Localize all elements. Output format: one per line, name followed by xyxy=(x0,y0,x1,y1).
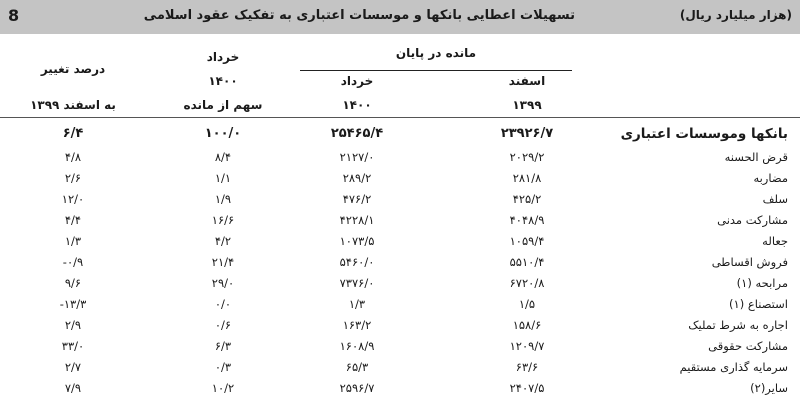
cell-esfand-1399: ۱۵۸/۶ xyxy=(512,318,542,332)
cell-share: ۱/۱ xyxy=(214,171,232,185)
cell-share: ۴/۲ xyxy=(214,234,232,248)
table-row xyxy=(0,234,800,255)
cell-share: ۱۰/۲ xyxy=(211,381,235,395)
khordad-1400-header-month: خرداد xyxy=(340,74,374,88)
cell-esfand-1399: ۱/۵ xyxy=(518,297,536,311)
cell-share: ۰/۶ xyxy=(214,318,232,332)
cell-share: ۰/۰ xyxy=(214,297,232,311)
cell-share: ۲۱/۴ xyxy=(211,255,235,269)
change-header-label: درصد تغییر xyxy=(40,62,106,76)
esfand-1399-header-year: ۱۳۹۹ xyxy=(512,98,542,112)
cell-khordad-1400: ۵۴۶۰/۰ xyxy=(339,255,375,269)
table-row xyxy=(0,318,800,339)
share-header-label: سهم از مانده xyxy=(183,98,263,112)
cell-change: ۲/۷ xyxy=(64,360,82,374)
cell-khordad-1400: ۴۲۲۸/۱ xyxy=(339,213,375,227)
cell-share: ۸/۴ xyxy=(214,150,232,164)
cell-esfand-1399: ۴۰۴۸/۹ xyxy=(509,213,545,227)
table-row xyxy=(0,255,800,276)
page-number: 8 xyxy=(8,6,20,25)
row-label: مشارکت مدنی xyxy=(717,213,788,227)
khordad-1400-header-year: ۱۴۰۰ xyxy=(342,98,372,112)
table-row xyxy=(0,360,800,381)
cell-change: ۳۳/۰ xyxy=(61,339,85,353)
cell-khordad-1400: ۱۰۷۳/۵ xyxy=(339,234,375,248)
table-row xyxy=(0,171,800,192)
cell-khordad-1400: ۲۵۹۶/۷ xyxy=(339,381,375,395)
cell-esfand-1399: ۲۸۱/۸ xyxy=(512,171,542,185)
row-label: قرض الحسنه xyxy=(724,150,788,164)
row-label: مرابحه (۱) xyxy=(736,276,788,290)
group-underline xyxy=(300,70,572,71)
row-label: مضاربه xyxy=(753,171,788,185)
share-header-month: خرداد xyxy=(206,50,240,64)
change-header-base: به اسفند ۱۳۹۹ xyxy=(30,98,116,112)
cell-khordad-1400: ۲۵۴۶۵/۴ xyxy=(330,126,384,141)
cell-change: ۷/۹ xyxy=(64,381,82,395)
cell-share: ۱/۹ xyxy=(214,192,232,206)
cell-khordad-1400: ۶۵/۳ xyxy=(345,360,369,374)
table-row xyxy=(0,192,800,213)
row-label: مشارکت حقوقی xyxy=(708,339,788,353)
cell-change: ۱۲/۰ xyxy=(61,192,85,206)
table-row xyxy=(0,150,800,171)
cell-esfand-1399: ۵۵۱۰/۴ xyxy=(509,255,545,269)
table-row xyxy=(0,213,800,234)
cell-khordad-1400: ۱/۳ xyxy=(348,297,366,311)
cell-change: ۱/۳ xyxy=(64,234,82,248)
cell-change: ۴/۴ xyxy=(64,213,82,227)
table-row xyxy=(0,276,800,297)
cell-khordad-1400: ۷۳۷۶/۰ xyxy=(339,276,375,290)
table-title: تسهیلات اعطایی بانکها و موسسات اعتباری به تفکیک عقود اسلامی xyxy=(143,8,575,23)
cell-share: ۱۰۰/۰ xyxy=(204,126,242,141)
table-title-bar xyxy=(0,0,800,34)
cell-change: ۹/۶ xyxy=(64,276,82,290)
cell-change: ۲/۹ xyxy=(64,318,82,332)
cell-khordad-1400: ۲۸۹/۲ xyxy=(342,171,372,185)
cell-share: ۱۶/۶ xyxy=(211,213,235,227)
cell-khordad-1400: ۱۶۰۸/۹ xyxy=(339,339,375,353)
cell-khordad-1400: ۴۷۶/۲ xyxy=(342,192,372,206)
row-label: جعاله xyxy=(762,234,788,248)
row-label: اجاره به شرط تملیک xyxy=(688,318,788,332)
cell-change: -۰/۹ xyxy=(62,255,84,269)
cell-esfand-1399: ۱۰۵۹/۴ xyxy=(509,234,545,248)
cell-esfand-1399: ۴۲۵/۲ xyxy=(512,192,542,206)
row-label: استصناع (۱) xyxy=(729,297,788,311)
remaining-group-header: مانده در پایان xyxy=(395,46,477,60)
cell-esfand-1399: ۶۷۲۰/۸ xyxy=(509,276,545,290)
cell-esfand-1399: ۲۴۰۷/۵ xyxy=(509,381,545,395)
cell-esfand-1399: ۶۳/۶ xyxy=(515,360,539,374)
unit-label: (هزار میلیارد ریال) xyxy=(679,8,792,22)
row-label: بانکها وموسسات اعتباری xyxy=(620,126,788,142)
cell-share: ۲۹/۰ xyxy=(211,276,235,290)
cell-change: ۶/۴ xyxy=(62,126,84,141)
cell-khordad-1400: ۱۶۳/۲ xyxy=(342,318,372,332)
cell-change: ۲/۶ xyxy=(64,171,82,185)
row-label: سایر(۲) xyxy=(750,381,788,395)
cell-change: -۱۳/۳ xyxy=(59,297,87,311)
cell-esfand-1399: ۱۲۰۹/۷ xyxy=(509,339,545,353)
row-label: سلف xyxy=(762,192,788,206)
header-divider xyxy=(0,117,800,118)
table-row xyxy=(0,339,800,360)
cell-change: ۴/۸ xyxy=(64,150,82,164)
share-header-year: ۱۴۰۰ xyxy=(208,74,238,88)
cell-khordad-1400: ۲۱۲۷/۰ xyxy=(339,150,375,164)
cell-share: ۰/۳ xyxy=(214,360,232,374)
row-label: سرمایه گذاری مستقیم xyxy=(679,360,788,374)
cell-esfand-1399: ۲۰۲۹/۲ xyxy=(509,150,545,164)
table-row xyxy=(0,381,800,402)
cell-share: ۶/۳ xyxy=(214,339,232,353)
table-row xyxy=(0,297,800,318)
table-row-total xyxy=(0,126,800,147)
row-label: فروش اقساطی xyxy=(711,255,788,269)
esfand-1399-header-month: اسفند xyxy=(508,74,546,88)
cell-esfand-1399: ۲۳۹۲۶/۷ xyxy=(500,126,554,141)
